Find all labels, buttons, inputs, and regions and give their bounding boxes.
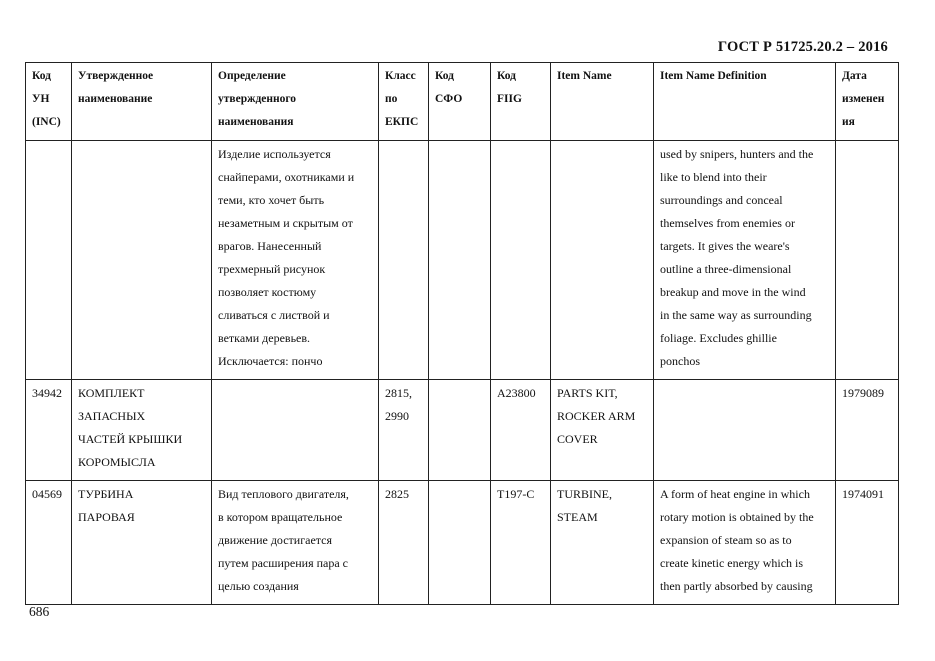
- cell-item-name: [551, 141, 654, 380]
- cell-definition-ru: [212, 380, 379, 481]
- page-number: 686: [29, 604, 50, 619]
- cell-definition-en: used by snipers, hunters and the like to blend into their surroundings and conceal themselves from enemies or targets. It gives the weare's outline a three-dimensional breakup and move in the wind in the same way as surrounding foliage. Excludes ghillie ponchos: [654, 141, 836, 380]
- col-header-sfo-code: Код СФО: [429, 63, 491, 141]
- table-header-row: [26, 63, 899, 141]
- cell-definition-ru: Вид теплового двигателя, в котором вращательное движение достигается путем расширения пара с целью создания: [212, 481, 379, 605]
- col-header-definition-ru: Определение утвержденного наименования: [212, 63, 379, 141]
- cell-definition-en: [654, 380, 836, 481]
- cell-ekps-class: 2815, 2990: [379, 380, 429, 481]
- cell-inc: [26, 141, 72, 380]
- cell-item-name: PARTS KIT, ROCKER ARM COVER: [551, 380, 654, 481]
- cell-approved-name: ТУРБИНА ПАРОВАЯ: [72, 481, 212, 605]
- cell-definition-en: A form of heat engine in which rotary motion is obtained by the expansion of steam so as to create kinetic energy which is then partly absorbed by causing: [654, 481, 836, 605]
- cell-approved-name: КОМПЛЕКТ ЗАПАСНЫХ ЧАСТЕЙ КРЫШКИ КОРОМЫСЛА: [72, 380, 212, 481]
- cell-definition-ru: Изделие используется снайперами, охотниками и теми, кто хочет быть незаметным и скрытым от врагов. Нанесенный трехмерный рисунок позволяет костюму сливаться с листвой и ветками деревьев. Исключается: пончо: [212, 141, 379, 380]
- cell-fiig-code: [491, 141, 551, 380]
- col-header-change-date: Дата изменен ия: [836, 63, 899, 141]
- cell-approved-name: [72, 141, 212, 380]
- col-header-inc: Код УН (INC): [26, 63, 72, 141]
- table-row: [26, 380, 899, 481]
- col-header-definition-en: Item Name Definition: [654, 63, 836, 141]
- col-header-approved-name: Утвержденное наименование: [72, 63, 212, 141]
- cell-change-date: 1979089: [836, 380, 899, 481]
- cell-sfo-code: [429, 141, 491, 380]
- document-standard-title: ГОСТ Р 51725.20.2 – 2016: [717, 39, 888, 55]
- cell-change-date: 1974091: [836, 481, 899, 605]
- table-row: [26, 481, 899, 605]
- cell-ekps-class: [379, 141, 429, 380]
- cell-change-date: [836, 141, 899, 380]
- table-row: [26, 141, 899, 380]
- cell-ekps-class: 2825: [379, 481, 429, 605]
- col-header-ekps-class: Класс по ЕКПС: [379, 63, 429, 141]
- cell-sfo-code: [429, 380, 491, 481]
- cell-fiig-code: A23800: [491, 380, 551, 481]
- col-header-item-name: Item Name: [551, 63, 654, 141]
- col-header-fiig-code: Код FIIG: [491, 63, 551, 141]
- cell-inc: 04569: [26, 481, 72, 605]
- cell-inc: 34942: [26, 380, 72, 481]
- catalog-table: [25, 62, 899, 605]
- cell-sfo-code: [429, 481, 491, 605]
- cell-item-name: TURBINE, STEAM: [551, 481, 654, 605]
- cell-fiig-code: T197-C: [491, 481, 551, 605]
